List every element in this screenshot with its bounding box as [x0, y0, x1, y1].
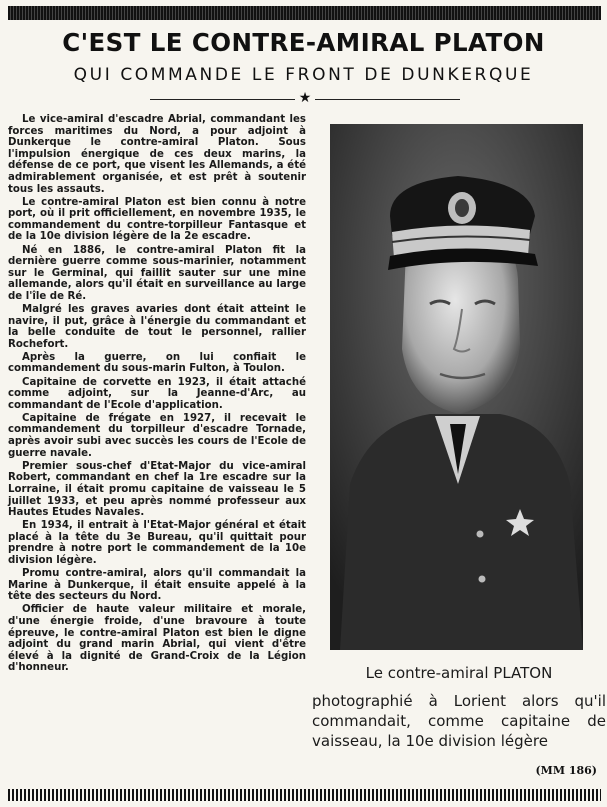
portrait-illustration	[330, 124, 583, 650]
headline: C'EST LE CONTRE-AMIRAL PLATON	[62, 28, 545, 57]
article-paragraph: Promu contre-amiral, alors qu'il commandait la Marine à Dunkerque, il était ensuite appelé à la tête des secteurs du Nord.	[8, 568, 306, 603]
subheadline: QUI COMMANDE LE FRONT DE DUNKERQUE	[73, 65, 534, 85]
photo-credit: (MM 186)	[535, 764, 597, 777]
article-paragraph: Malgré les graves avaries dont était atteint le navire, il put, grâce à l'énergie du commandant et la belle conduite de tout le personnel, rallier Rochefort.	[8, 304, 306, 350]
article-paragraph: Le contre-amiral Platon est bien connu à notre port, où il prit officiellement, en novembre 1935, le commandement du contre-torpilleur Fantasque et de la 10e division légère de la 2e escadre.	[8, 196, 306, 243]
cap-badge-anchor	[455, 199, 469, 217]
top-rule	[8, 6, 601, 20]
caption-title: Le contre-amiral PLATON	[365, 664, 553, 682]
bottom-rule	[8, 789, 601, 801]
article-body	[8, 114, 306, 778]
article-paragraph: Premier sous-chef d'Etat-Major du vice-amiral Robert, commandant en chef la 1re escadre sur la Lorraine, il était promu capitaine de vaisseau le 5 juillet 1933, et peu après nommé professeur aux Hautes Etudes Navales.	[8, 460, 306, 519]
article-paragraph: Après la guerre, on lui confiait le commandement du sous-marin Fulton, à Toulon.	[8, 351, 306, 375]
photo-caption	[312, 664, 606, 751]
star-divider	[150, 90, 460, 106]
caption-text: photographié à Lorient alors qu'il commandait, comme capitaine de vaisseau, la 10e division légère	[312, 692, 606, 750]
article-paragraph: Le vice-amiral d'escadre Abrial, commandant les forces maritimes du Nord, a pour adjoint à Dunkerque le contre-amiral Platon. Sous l'impulsion énergique de ces deux marins, la défense de ce port, que visent les Allemands, a été admirablement organisée, et est prêt à soutenir tous les assauts.	[8, 114, 306, 195]
article-paragraph: Né en 1886, le contre-amiral Platon fit la dernière guerre comme sous-marinier, notamment sur le Germinal, qui faillit sauter sur une mine allemande, alors qu'il était en surveillance au large de l'île de Ré.	[8, 244, 306, 302]
article-paragraph: Officier de haute valeur militaire et morale, d'une énergie froide, d'une bravoure à toute épreuve, le contre-amiral Platon est bien le digne adjoint du grand marin Abrial, qui vient d'être élevé à la dignité de Grand-Croix de la Légion d'honneur.	[8, 604, 306, 674]
uniform-button	[477, 531, 484, 538]
article-paragraph: Capitaine de frégate en 1927, il recevait le commandement du torpilleur d'escadre Tornade, après avoir subi avec succès les cours de l'Ecole de guerre navale.	[8, 412, 306, 459]
star-icon: ★	[295, 89, 315, 107]
portrait-photo	[330, 124, 583, 650]
article-paragraph: En 1934, il entrait à l'Etat-Major général et était placé à la tête du 3e Bureau, qu'il quittait pour prendre à notre port le commandement de la 10e division légère.	[8, 520, 306, 566]
uniform-button	[479, 576, 486, 583]
article-paragraph: Capitaine de corvette en 1923, il était attaché comme adjoint, sur la Jeanne-d'Arc, au commandant de l'Ecole d'application.	[8, 376, 306, 411]
